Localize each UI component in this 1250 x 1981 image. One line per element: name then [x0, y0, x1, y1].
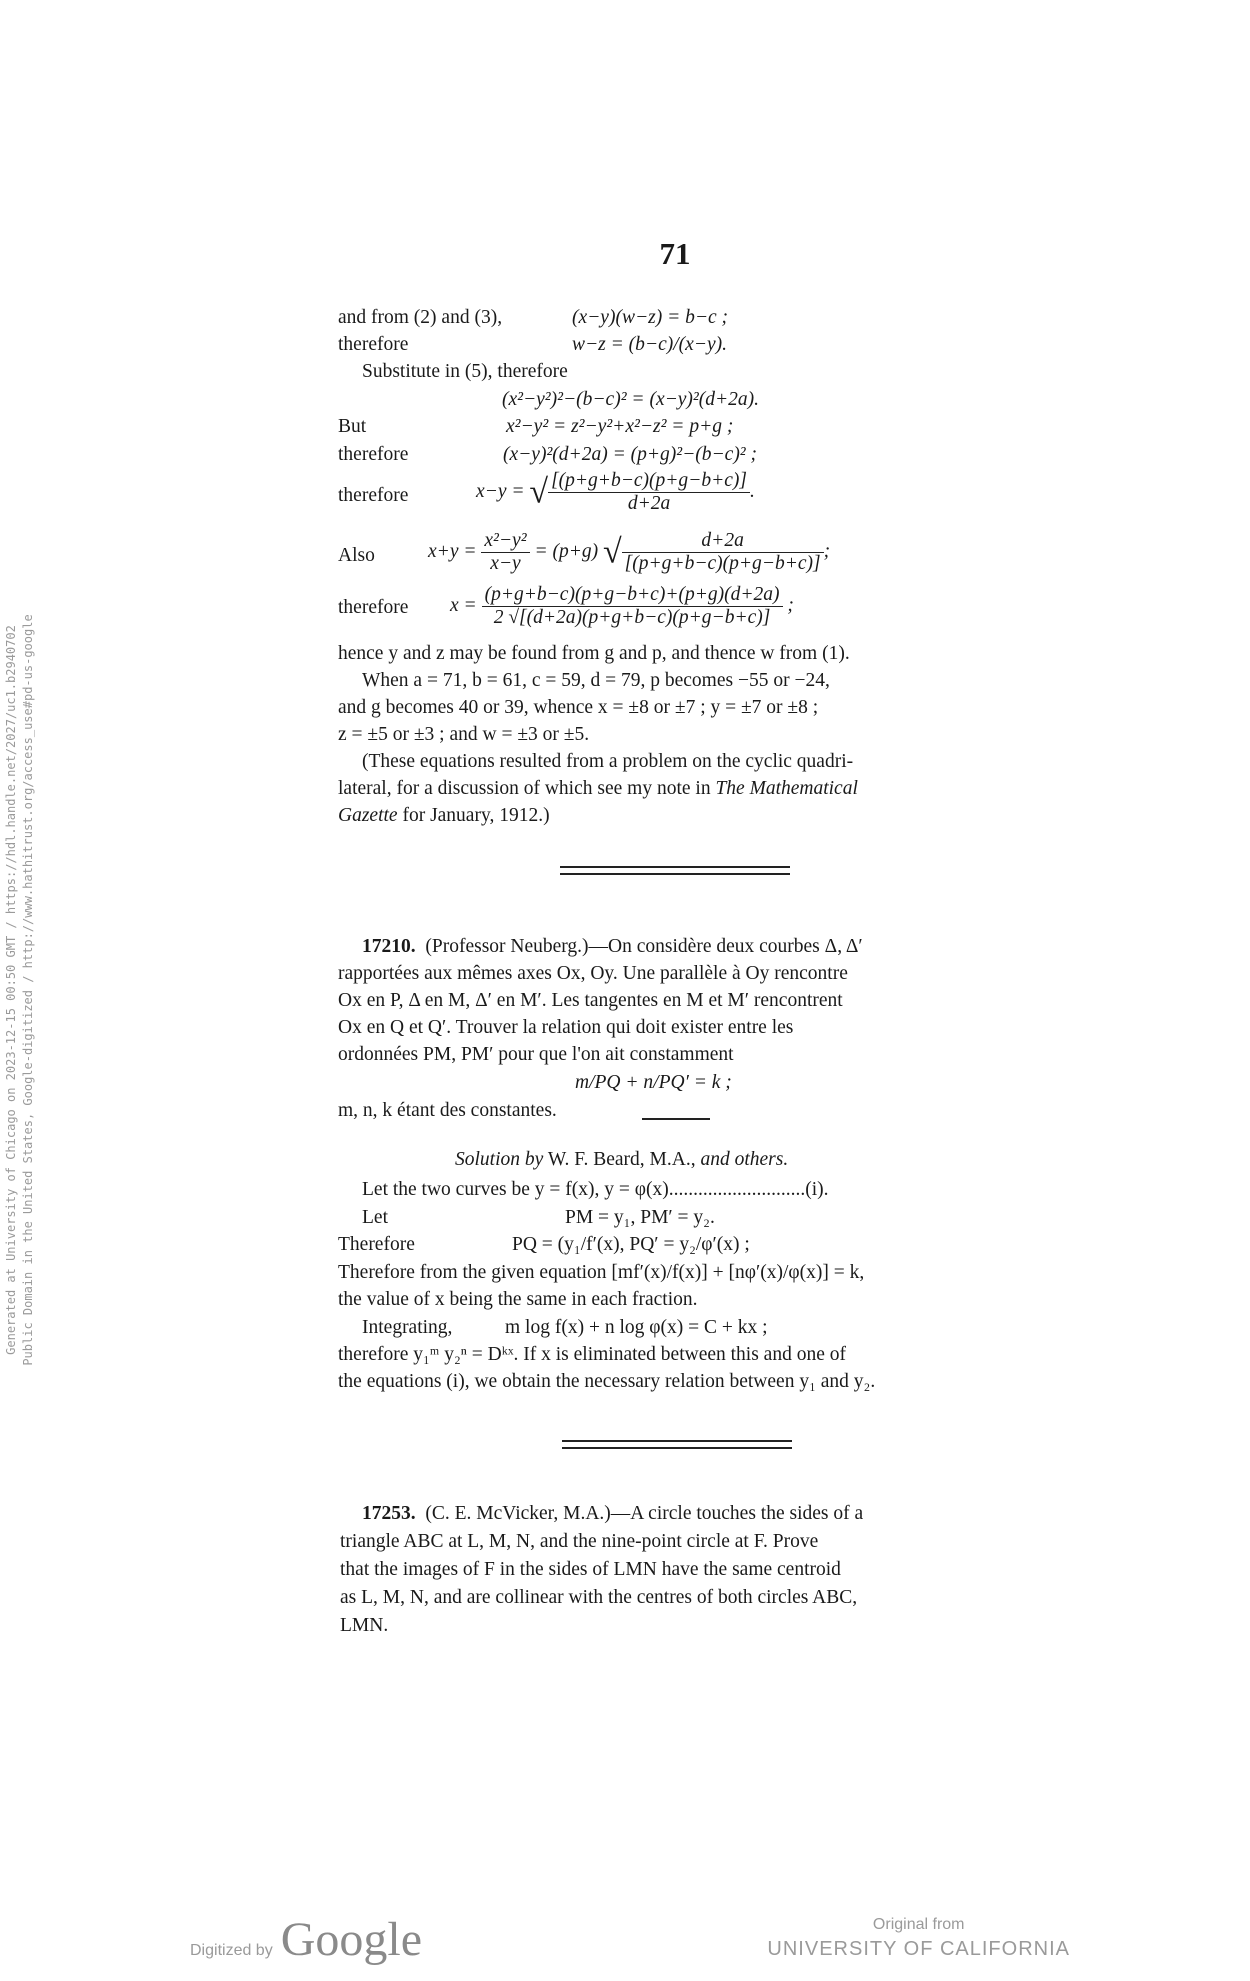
fraction — [548, 470, 750, 515]
text-line: LMN. — [340, 1615, 389, 1636]
numerator: (p+g+b−c)(p+g−b+c)+(p+g)(d+2a) — [482, 584, 783, 607]
text-line: and from (2) and (3), — [338, 307, 503, 328]
text-segment: Solution by — [455, 1149, 544, 1170]
problem-number: 17253. — [362, 1503, 416, 1524]
denominator: d+2a — [627, 493, 671, 514]
problem-number: 17210. — [362, 936, 416, 957]
text-line: rapportées aux mêmes axes Ox, Oy. Une parallèle à Oy rencontre — [338, 963, 848, 984]
text-segment: and others. — [700, 1149, 789, 1170]
text-line: z = ±5 or ±3 ; and w = ±3 or ±5. — [338, 724, 590, 745]
equation: m log f(x) + n log φ(x) = C + kx ; — [505, 1317, 768, 1338]
digitized-label: Digitized by — [190, 1942, 273, 1959]
text-line: But — [338, 416, 367, 437]
equation-lhs: x+y = — [428, 540, 477, 562]
text-line: Therefore from the given equation [mf′(x)/f(x)] + [nφ′(x)/φ(x)] = k, — [338, 1262, 865, 1283]
problem-line — [362, 1502, 863, 1526]
text-segment: (Professor Neuberg.)—On considère deux courbes Δ, Δ′ — [425, 936, 863, 957]
denominator: 2 √[(d+2a)(p+g+b−c)(p+g−b+c)] — [493, 607, 771, 628]
author: W. F. Beard, M.A., — [547, 1149, 696, 1170]
text-line: (These equations resulted from a problem on the cyclic quadri- — [362, 751, 854, 772]
text-line — [362, 1178, 828, 1202]
origin-mark — [767, 1914, 1070, 1962]
divider — [560, 866, 790, 868]
text-line: m, n, k étant des constantes. — [338, 1100, 557, 1121]
text-line: that the images of F in the sides of LMN have the same centroid — [340, 1559, 841, 1580]
page-number: 71 — [659, 236, 691, 271]
numerator: [(p+g+b−c)(p+g−b+c)] — [548, 470, 750, 493]
sidebar-line-1: Generated at University of Chicago on 2023-12-15 00:50 GMT / https://hdl.handle.net/2027/uc1.b2940702 — [4, 625, 18, 1355]
text-line — [338, 804, 550, 828]
equation: (x²−y²)²−(b−c)² = (x−y)²(d+2a). — [502, 389, 760, 410]
equation-mid: = (p+g) — [534, 540, 599, 562]
text-line: as L, M, N, and are collinear with the centres of both circles ABC, — [340, 1587, 858, 1608]
text-line: Substitute in (5), therefore — [362, 361, 568, 382]
text-line: Let — [362, 1207, 388, 1228]
divider — [560, 873, 790, 875]
equation-lhs: x = — [450, 594, 477, 616]
fraction — [482, 584, 783, 629]
sqrt-icon: √ — [529, 473, 549, 511]
google-digitized-mark — [190, 1912, 422, 1967]
text-line: hence y and z may be found from g and p, and thence w from (1). — [338, 643, 850, 664]
text-line: the equations (i), we obtain the necessary relation between y₁ and y₂. — [338, 1371, 876, 1392]
text-segment: Let the two curves be y = f(x), y = φ(x) — [362, 1179, 669, 1200]
numerator: x²−y² — [481, 530, 529, 553]
journal-title: The Mathematical — [715, 778, 858, 799]
denominator: x−y — [490, 553, 521, 574]
text-segment: (C. E. McVicker, M.A.)—A circle touches the sides of a — [425, 1503, 864, 1524]
equation-root — [450, 584, 794, 629]
equation: (x−y)²(d+2a) = (p+g)²−(b−c)² ; — [503, 444, 758, 465]
journal-title: Gazette — [338, 805, 398, 826]
equation: (x−y)(w−z) = b−c ; — [572, 307, 729, 328]
text-line: Also — [338, 545, 375, 566]
fraction — [481, 530, 529, 575]
text-line: Ox en P, Δ en M, Δ′ en M′. Les tangentes en M et M′ rencontrent — [338, 990, 843, 1011]
university-label: UNIVERSITY OF CALIFORNIA — [767, 1938, 1070, 1960]
text-line — [338, 777, 858, 801]
sidebar-watermark — [0, 0, 40, 1981]
equation: PQ = (y₁/f′(x), PQ′ = y₂/φ′(x) ; — [512, 1234, 750, 1255]
sidebar-line-2: Public Domain in the United States, Google-digitized / http://www.hathitrust.org/access_use#pd-us-google — [21, 614, 35, 1366]
semicolon: ; — [787, 594, 794, 616]
text-line: the value of x being the same in each fraction. — [338, 1289, 698, 1310]
problem-line — [362, 935, 863, 959]
equation: m/PQ + n/PQ′ = k ; — [575, 1072, 732, 1093]
text-line: ordonnées PM, PM′ pour que l'on ait constamment — [338, 1044, 734, 1065]
fraction — [622, 530, 824, 575]
divider — [562, 1440, 792, 1442]
divider — [562, 1447, 792, 1449]
numerator: d+2a — [622, 530, 824, 553]
short-rule — [642, 1118, 710, 1120]
google-logo: Google — [280, 1913, 423, 1966]
solution-heading — [455, 1148, 788, 1172]
text-line: therefore — [338, 334, 409, 355]
equation: PM = y₁, PM′ = y₂. — [565, 1207, 715, 1228]
text-segment: for January, 1912.) — [402, 805, 550, 826]
text-line: therefore — [338, 444, 409, 465]
equation: x²−y² = z²−y²+x²−z² = p+g ; — [506, 416, 734, 437]
text-line: When a = 71, b = 61, c = 59, d = 79, p becomes −55 or −24, — [362, 670, 830, 691]
equation-root — [476, 470, 755, 515]
text-line: therefore — [338, 597, 409, 618]
text-line: Therefore — [338, 1234, 415, 1255]
equation: w−z = (b−c)/(x−y). — [572, 334, 727, 355]
text-line: triangle ABC at L, M, N, and the nine-point circle at F. Prove — [340, 1531, 819, 1552]
period: . — [749, 480, 755, 502]
original-from-label: Original from — [872, 1916, 965, 1933]
semicolon: ; — [823, 540, 831, 562]
text-line: therefore — [338, 485, 409, 506]
sqrt-icon: √ — [603, 533, 622, 571]
equation-root — [428, 530, 830, 575]
text-segment: lateral, for a discussion of which see my note in — [338, 778, 711, 799]
text-line: and g becomes 40 or 39, whence x = ±8 or ±7 ; y = ±7 or ±8 ; — [338, 697, 819, 718]
equation-lhs: x−y = — [476, 480, 525, 502]
text-segment: ............................(i). — [668, 1179, 829, 1200]
text-line: Integrating, — [362, 1317, 453, 1338]
text-line: Ox en Q et Q′. Trouver la relation qui doit exister entre les — [338, 1017, 794, 1038]
denominator: [(p+g+b−c)(p+g−b+c)] — [624, 553, 821, 574]
text-line: therefore y₁ᵐ y₂ⁿ = Dᵏˣ. If x is eliminated between this and one of — [338, 1344, 846, 1365]
